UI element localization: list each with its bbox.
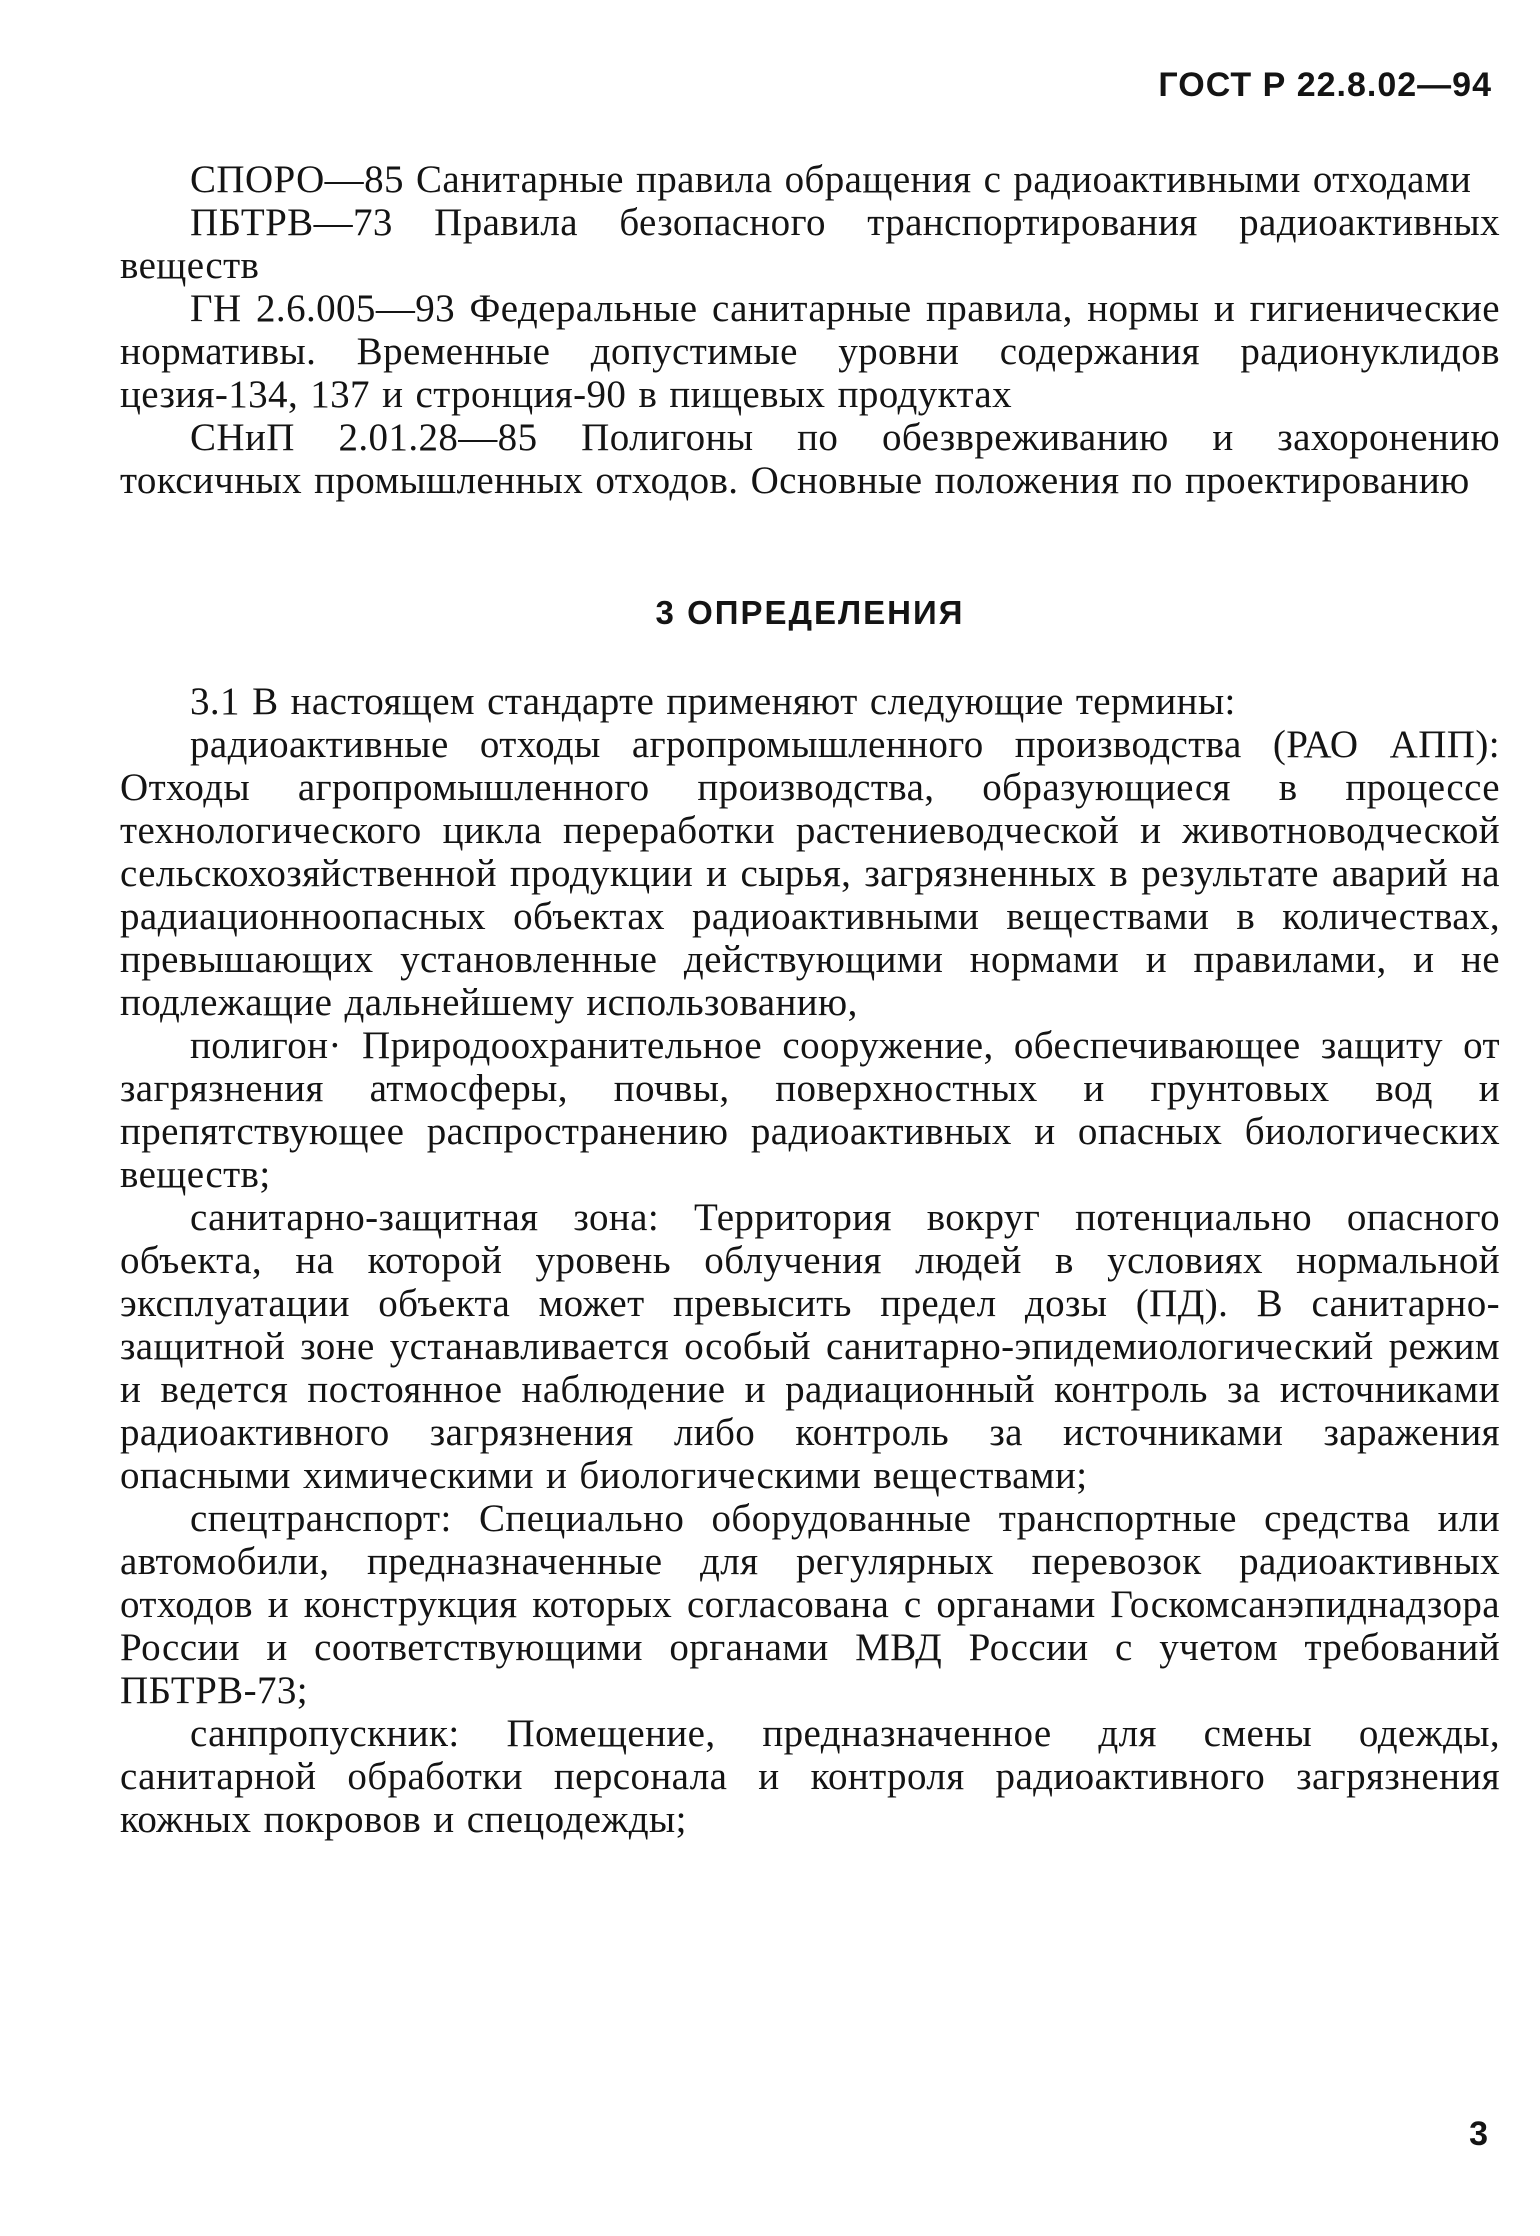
reference-item: СПОРО—85 Санитарные правила обращения с радиоактивными отходами <box>190 158 1472 201</box>
page-number: 3 <box>1469 2115 1488 2153</box>
term-definition: спецтранспорт: Специально оборудованные транспортные средства или автомобили, предназначенные для регулярных перевозок радиоактивных отходов и конструкция которых согласована с органами Госкомсанэпиднадзора России и соответствующими органами МВД России с учетом требований ПБТРВ-73; <box>120 1497 1500 1712</box>
term-definition: радиоактивные отходы агропромышленного производства (РАО АПП): Отходы агропромышленного производства, образующиеся в процессе технологического цикла переработки растениеводческой и животноводческой сельскохозяйственной продукции и сырья, загрязненных в результате аварий на радиационноопасных объектах радиоактивными веществами в количествах, превышающих установленные действующими нормами и правилами, и не подлежащие дальнейшему использованию, <box>120 723 1500 1024</box>
page-content <box>120 158 1500 1841</box>
term-definition: полигон· Природоохранительное сооружение, обеспечивающее защиту от загрязнения атмосферы, почвы, поверхностных и грунтовых вод и препятствующее распространению радиоактивных и опасных биологических веществ; <box>120 1024 1500 1196</box>
definitions-section <box>120 680 1500 1841</box>
references-list <box>120 158 1500 502</box>
reference-item: ГН 2.6.005—93 Федеральные санитарные правила, нормы и гигиенические нормативы. Временные допустимые уровни содержания радионуклидов цезия-134, 137 и стронция-90 в пищевых продуктах <box>120 287 1500 416</box>
section-title: 3 ОПРЕДЕЛЕНИЯ <box>655 594 965 631</box>
term-definition: санпропускник: Помещение, предназначенное для смены одежды, санитарной обработки персонала и контроля радиоактивного загрязнения кожных покровов и спецодежды; <box>120 1712 1500 1841</box>
section-intro: 3.1 В настоящем стандарте применяют следующие термины: <box>190 680 1236 723</box>
term-definition: санитарно-защитная зона: Территория вокруг потенциально опасного объекта, на которой уровень облучения людей в условиях нормальной эксплуатации объекта может превысить предел дозы (ПД). В санитарно-защитной зоне устанавливается особый санитарно-эпидемиологический режим и ведется постоянное наблюдение и радиационный контроль за источниками радиоактивного загрязнения либо контроль за источниками заражения опасными химическими и биологическими веществами; <box>120 1196 1500 1497</box>
document-code-header: ГОСТ Р 22.8.02—94 <box>1158 66 1492 104</box>
reference-item: ПБТРВ—73 Правила безопасного транспортирования радиоактивных веществ <box>120 201 1500 287</box>
reference-item: СНиП 2.01.28—85 Полигоны по обезвреживанию и захоронению токсичных промышленных отходов. Основные положения по проектированию <box>120 416 1500 502</box>
